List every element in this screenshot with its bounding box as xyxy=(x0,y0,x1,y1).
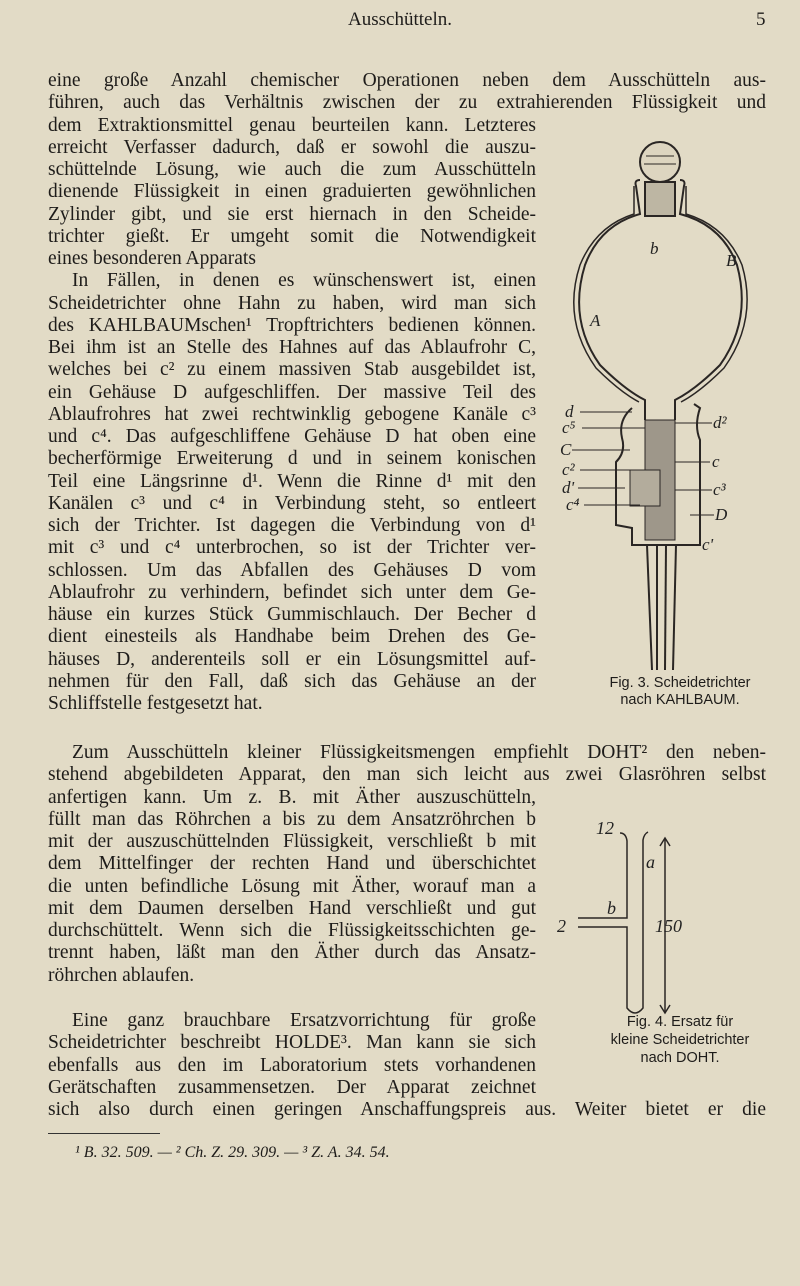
label-c2: c² xyxy=(562,460,575,479)
label-A: A xyxy=(590,311,601,330)
text-line: erreicht Verfasser dadurch, daß er sowohl die auszu- xyxy=(48,136,536,158)
figure-4-caption-line3: nach DOHT. xyxy=(640,1050,720,1066)
text-line: dem Mittelfinger der rechten Hand und überschichtet xyxy=(48,853,536,875)
figure-3-separatory-funnel xyxy=(572,142,747,670)
text-line: des KAHLBAUMschen¹ Tropftrichters bedienen können. xyxy=(48,314,536,336)
label-d2: d² xyxy=(713,413,727,432)
label-c1: c' xyxy=(702,535,714,554)
text-line: Zylinder gibt, und sie erst hiernach in den Scheide- xyxy=(48,203,536,225)
text-line: häuse ein kurzes Stück Gummischlauch. Der Becher d xyxy=(48,604,536,625)
text-line: mit dem Daumen derselben Hand verschließt und gut xyxy=(48,897,536,919)
running-header: Ausschütteln. xyxy=(348,9,452,30)
text-line: mit der auszuschüttelnden Flüssigkeit, verschließt b mit xyxy=(48,831,536,852)
text-line: sich der Trichter. Ist dagegen die Verbindung von d¹ xyxy=(48,515,536,536)
text-line: ein Gehäuse D aufgeschliffen. Der massive Teil des xyxy=(48,381,536,403)
text-line: stehend abgebildeten Apparat, den man sich leicht aus zwei Glasröhren selbst xyxy=(48,764,766,786)
label-c: c xyxy=(712,452,720,471)
text-line: Eine ganz brauchbare Ersatzvorrichtung für große xyxy=(72,1010,536,1031)
label-d1: d' xyxy=(562,478,575,497)
text-line: Ablaufrohr zu verhindern, befindet sich unter dem Ge- xyxy=(48,581,536,603)
text-line: mit c³ und c⁴ unterbrochen, so ist der Trichter ver- xyxy=(48,537,536,559)
text-line: und c⁴. Das aufgeschliffene Gehäuse D hat oben eine xyxy=(48,426,536,447)
label-12: 12 xyxy=(596,818,614,838)
figure-4-caption-line1: Fig. 4. Ersatz für xyxy=(626,1014,734,1030)
text-line: In Fällen, in denen es wünschenswert ist, einen xyxy=(72,270,536,292)
label-B: B xyxy=(726,251,737,270)
text-line: dem Extraktionsmittel genau beurteilen kann. Letzteres xyxy=(48,114,536,136)
text-line: Kanälen c³ und c⁴ in Verbindung steht, so entleert xyxy=(48,492,536,514)
text-line: becherförmige Erweiterung d und in seinem konischen xyxy=(48,448,536,470)
label-d: d xyxy=(565,402,574,421)
figure-3-caption-line1: Fig. 3. Scheidetrichter xyxy=(609,675,751,691)
label-2: 2 xyxy=(557,916,566,936)
text-line: sich also durch einen geringen Anschaffungspreis aus. Weiter bietet er die xyxy=(48,1099,766,1120)
label-b: b xyxy=(650,239,659,258)
text-line: Scheidetrichter ohne Hahn zu haben, wird man sich xyxy=(48,292,536,314)
text-line: ebenfalls aus den im Laboratorium stets vorhandenen xyxy=(48,1054,536,1076)
text-line: eines besonderen Apparats xyxy=(48,248,256,269)
page-number: 5 xyxy=(756,9,766,30)
text-line: anfertigen kann. Um z. B. mit Äther auszuschütteln, xyxy=(48,786,536,808)
label-c4: c⁴ xyxy=(566,495,580,514)
text-line: Ablaufrohres hat zwei rechtwinklig gebogene Kanäle c³ xyxy=(48,403,536,425)
text-line: Gerätschaften zusammensetzen. Der Apparat zeichnet xyxy=(48,1076,536,1098)
text-line: die unten befindliche Lösung mit Äther, worauf man a xyxy=(48,875,536,897)
label-D: D xyxy=(715,505,728,524)
label-b: b xyxy=(607,898,616,918)
figure-3-caption-line2: nach KAHLBAUM. xyxy=(620,692,740,708)
footnote-divider xyxy=(48,1133,160,1134)
text-line: trichter gießt. Er umgeht somit die Notwendigkeit xyxy=(48,225,536,247)
text-line: nehmen für den Fall, daß sich das Gehäuse an der xyxy=(48,670,536,692)
text-line: führen, auch das Verhältnis zwischen der zu extrahierenden Flüssigkeit und xyxy=(48,92,766,114)
text-line: eine große Anzahl chemischer Operationen neben dem Ausschütteln aus- xyxy=(48,70,766,91)
text-line: trennt haben, läßt man den Äther durch das Ansatz- xyxy=(48,942,536,964)
text-line: röhrchen ablaufen. xyxy=(48,964,195,986)
text-line: durchschüttelt. Wenn sich die Flüssigkeitsschichten ge- xyxy=(48,920,536,941)
text-line: schüttelnde Lösung, wie auch die zum Ausschütteln xyxy=(48,159,536,180)
figure-4-caption-line2: kleine Scheidetrichter xyxy=(610,1032,750,1048)
label-c3: c³ xyxy=(713,480,726,499)
text-line: dient einesteils als Handhabe beim Drehen des Ge- xyxy=(48,626,536,648)
footnotes: ¹ B. 32. 509. — ² Ch. Z. 29. 309. — ³ Z. A. 34. 54. xyxy=(75,1144,390,1161)
text-line: Teil eine Längsrinne d¹. Wenn die Rinne d¹ mit den xyxy=(48,470,536,492)
label-c5: c⁵ xyxy=(562,418,576,437)
text-line: Scheidetrichter beschreibt HOLDE³. Man kann sie sich xyxy=(48,1032,536,1054)
text-line: Schliffstelle festgesetzt hat. xyxy=(48,693,263,714)
text-line: Zum Ausschütteln kleiner Flüssigkeitsmengen empfiehlt DOHT² den neben- xyxy=(72,742,766,763)
label-150: 150 xyxy=(655,916,682,936)
text-line: schlossen. Um das Abfallen des Gehäuses D vom xyxy=(48,559,536,581)
label-a: a xyxy=(646,852,655,872)
text-line: häuses D, anderenteils soll er ein Lösungsmittel auf- xyxy=(48,648,536,670)
text-line: Bei ihm ist an Stelle des Hahnes auf das Ablaufrohr C, xyxy=(48,337,536,358)
text-line: welches bei c² zu einem massiven Stab ausgebildet ist, xyxy=(48,359,536,381)
text-line: füllt man das Röhrchen a bis zu dem Ansatzröhrchen b xyxy=(48,808,536,830)
text-line: dienende Flüssigkeit in einen graduierten gewöhnlichen xyxy=(48,181,536,203)
label-C: C xyxy=(560,440,572,459)
